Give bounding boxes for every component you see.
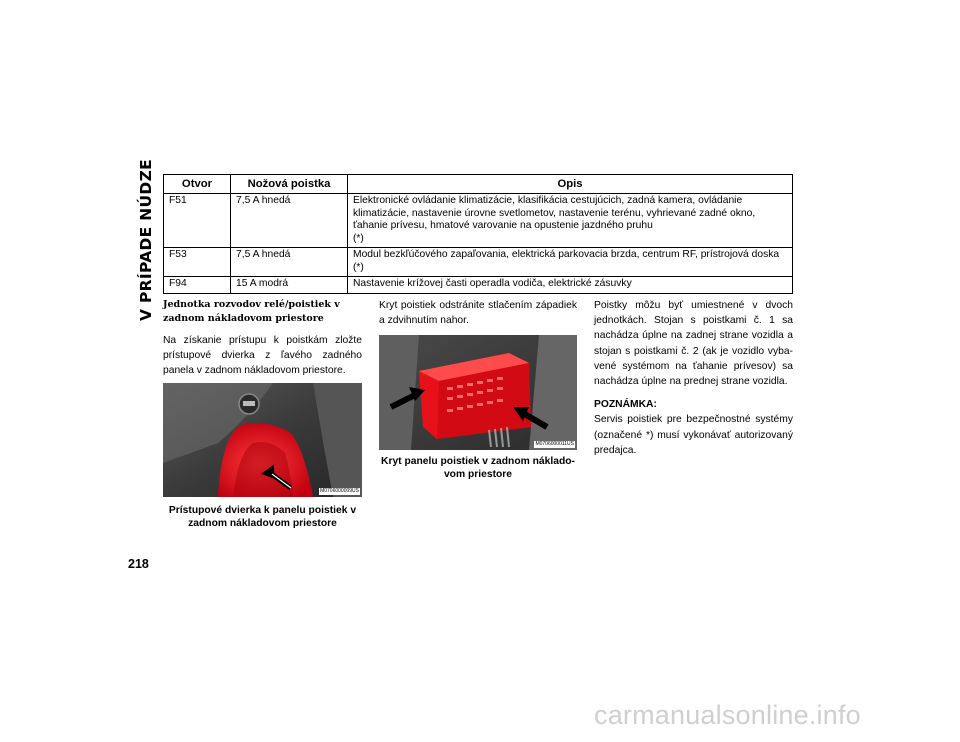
cell-slot: F94 — [164, 277, 231, 294]
table-header-row — [164, 175, 793, 194]
cell-fuse: 7,5 A hnedá — [231, 248, 348, 277]
figure-caption — [379, 456, 577, 481]
caption-line: Kryt panelu poistiek v zadnom náklado- — [381, 456, 575, 467]
col-header-fuse: Nožová poistka — [231, 175, 348, 194]
figure-caption — [163, 505, 362, 530]
image-reference: M0706000011US — [535, 441, 574, 447]
body-text: Poistky môžu byť umiestnené v dvoch jednotkách. Stojan s poistkami č. 1 sa nachádza úplne na zadnej strane vozidla a stojan s poistkami č. 2 (ak je vozidlo vyba- vené systémom na ťahanie prívesov) sa nachádza úplne na prednej strane vozidla. — [594, 300, 793, 388]
col-header-description: Opis — [348, 175, 793, 194]
desc-line: klimatizácie, nastavenie úrovne svetlometov, nastavenie terénu, vyhrievané zadné okno, — [353, 207, 756, 219]
watermark: carmanualsonline.info — [594, 700, 861, 730]
table-row — [164, 248, 793, 277]
page-number: 218 — [128, 557, 149, 571]
image-reference: M0706000009US — [320, 488, 359, 494]
table-row — [164, 277, 793, 294]
desc-line: ťahanie prívesu, hmatové varovanie na opustenie jazdného pruhu — [353, 220, 653, 231]
cell-description — [348, 277, 793, 294]
section-tab-label: V PRÍPADE NÚDZE — [137, 159, 155, 321]
cell-description — [348, 248, 793, 277]
caption-line: Prístupové dvierka k panelu poistiek v — [168, 505, 357, 516]
column-2 — [379, 298, 577, 328]
table-row — [164, 194, 793, 248]
fuse-table — [163, 174, 793, 294]
column-1 — [163, 298, 362, 379]
note-body: Servis poistiek pre bezpečnostné systémy (označené *) musí vykonávať autorizovaný predajca. — [594, 414, 793, 456]
col-header-slot: Otvor — [164, 175, 231, 194]
section-heading: Jednotka rozvodov relé/poistiek v zadnom nákladovom priestore — [163, 299, 340, 324]
fuse-access-door-photo — [163, 383, 362, 497]
desc-line: Modul bezkľúčového zapaľovania, elektrická parkovacia brzda, centrum RF, prístrojová doska — [353, 249, 780, 260]
cell-fuse: 7,5 A hnedá — [231, 194, 348, 248]
note-title: POZNÁMKA: — [594, 399, 657, 411]
cell-description — [348, 194, 793, 248]
body-text: Na získanie prístupu k poistkám zložte prístupové dvierka z ľavého zadného panela v zadnom nákladovom priestore. — [163, 335, 362, 377]
desc-line: Nastavenie krížovej časti operadla vodiča, elektrické zásuvky — [353, 278, 632, 289]
desc-line: Elektronické ovládanie klimatizácie, klasifikácia cestujúcich, zadná kamera, ovládanie — [353, 195, 743, 206]
section-tab — [136, 159, 156, 321]
desc-line: (*) — [353, 261, 364, 273]
fuse-cover-photo — [379, 335, 577, 450]
column-3 — [594, 298, 793, 458]
caption-line: zadnom nákladovom priestore — [188, 517, 337, 529]
body-text: Kryt poistiek odstránite stlačením západiek a zdvihnutím nahor. — [379, 300, 577, 327]
caption-line: vom priestore — [443, 468, 513, 480]
cell-fuse: 15 A modrá — [231, 277, 348, 294]
desc-line: (*) — [353, 232, 364, 244]
cell-slot: F51 — [164, 194, 231, 248]
cell-slot: F53 — [164, 248, 231, 277]
